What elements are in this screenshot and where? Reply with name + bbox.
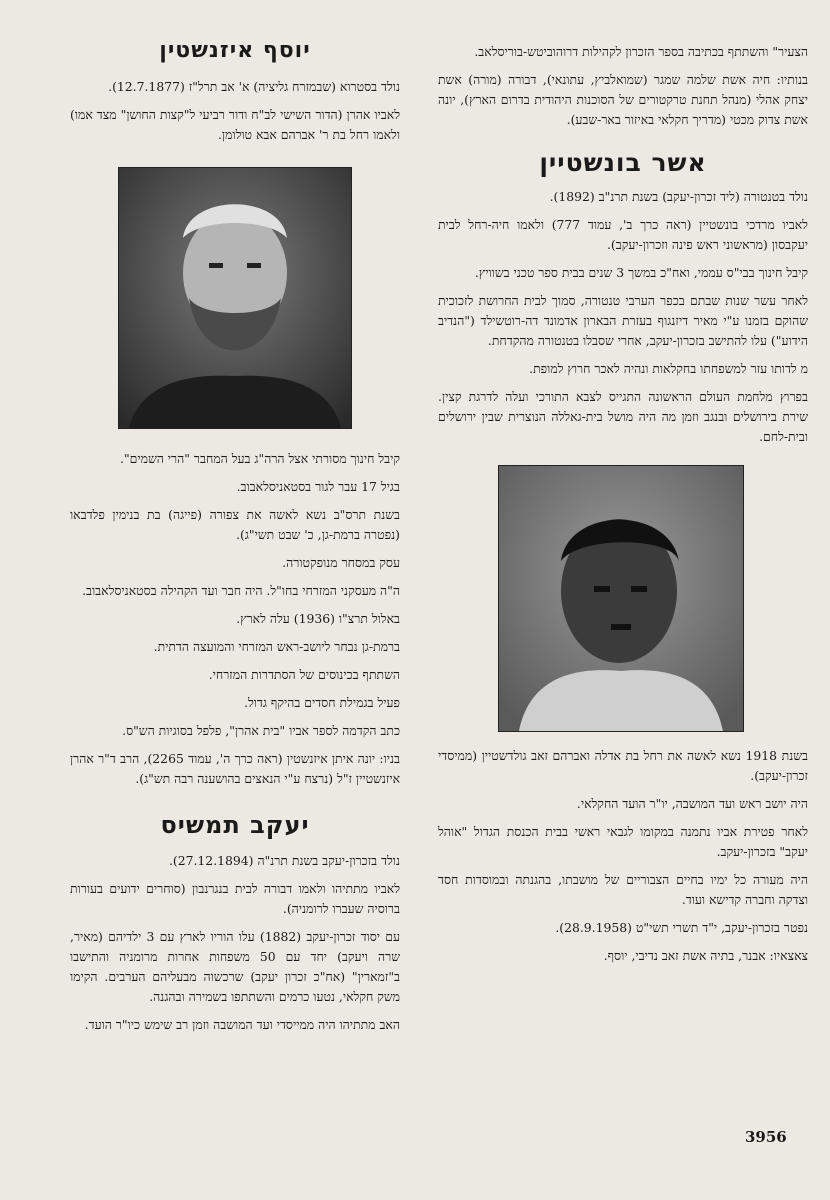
bio-paragraph: לאביו מרדכי בונשטיין (ראה כרך ב', עמוד 777) ולאמו חיה-רחל לבית יעקבסון (מראשוני ראש פינה וזכרון-יעקב). xyxy=(438,217,808,252)
bio-paragraph: צאצאיו: אבנר, בתיה אשת זאב נדיבי, יוסף. xyxy=(603,948,808,963)
bearded-man-portrait-icon xyxy=(119,168,351,428)
bio-paragraph: היה יושב ראש ועד המושבה, יו"ר הועד החקלאי. xyxy=(576,796,808,811)
bio-paragraph: קיבל חינוך בבי"ס עממי, ואח"כ במשך 3 שנים בבית ספר טכני בשוויץ. xyxy=(474,265,808,280)
bio-paragraph: נולד בזכרון-יעקב בשנת תרנ"ה (27.12.1894). xyxy=(168,853,400,868)
bio-paragraph: לאביו מתתיהו ולאמו דבורה לבית בנגרנבון (סוחרים ידועים בעורות ברוסיה שעברו לרומניה). xyxy=(70,881,400,916)
man-portrait-icon xyxy=(499,466,743,731)
bio-paragraph: עסק במסחר מנופקטורה. xyxy=(282,555,400,570)
intro-paragraph-2: בנותיו: חיה אשת שלמה שמגר (שמואלביץ, עתונאי), דבורה (מורה) אשת יצחק אהלי (מנהל תחנת טרקטורים של הסוכנות היהודית בדרום הארץ), יונה אשת צדוק מכטי (מדריך חקלאי באיזור באר-שבע). xyxy=(438,72,808,127)
bio-paragraph: היה מעורה כל ימיו בחיים הצבוריים של מושבתו, בהגנתה ובמוסדות חסד וצדקה וחברה קדישא ועוד. xyxy=(438,872,808,907)
bio-paragraph: בשנת 1918 נשא לאשה את רחל בת אדלה ואברהם זאב גולדשטיין (ממיסדי זכרון-יעקב). xyxy=(438,748,808,783)
bio-paragraph: נולד בטנטורה (ליד זכרון-יעקב) בשנת תרנ"ב (1892). xyxy=(549,189,808,204)
bio-paragraph: לאחר עשר שנות שבתם בכפר הערבי טנטורה, סמוך לבית החרושת לזכוכית שהוקם בזמנו ע"י מאיר דיזנגוף בעזרת הבארון אדמונד דה-רוטשילד ("הנדיב הידוע") עלו להתישב בזכרון-יעקב, אחרי שסבלו בטנטורה מהקדחת. xyxy=(438,293,808,348)
bio-paragraph: בניו: יונה איתן איזנשטין (ראה כרך ה', עמוד 2265), הרב ד"ר אהרן איזנשטיין ז"ל (נרצח ע"י הנאצים בהושענה רבה תש"ג). xyxy=(70,751,400,786)
bio-paragraph: מ לדותו עזר למשפחתו בחקלאות ונהיה לאכר חרוץ למופת. xyxy=(529,361,808,376)
bio-paragraph: השתתף בכינוסים של הסתדרות המזרחי. xyxy=(208,667,400,682)
heading-bunshtein: אשר בונשטיין xyxy=(539,148,707,177)
intro-paragraph-1: הצעיר" והשתתף בכתיבה בספר הזכרון לקהילות דרוהוביטש-בוריסלאב. xyxy=(474,44,808,59)
portrait-photo-bunshtein xyxy=(498,465,744,732)
bio-paragraph: באלול תרצ"ו (1936) עלה לארץ. xyxy=(236,611,400,626)
bio-paragraph: לאחר פטירת אביו נתמנה במקומו לגבאי ראשי בבית הכנסת הגדול "אוהל יעקב" בזכרון-יעקב. xyxy=(438,824,808,859)
left-column xyxy=(70,28,400,1043)
bunshtein-bio-top xyxy=(438,187,808,447)
bio-paragraph: בפרוץ מלחמת העולם הראשונה התגייס לצבא התורכי ועלה לדרגת קצין. שירת בירושלים ובנגב וזמן מה היה מושל בית-גאללה הנוצרית שבין ירושלים ובית-לחם. xyxy=(438,389,808,444)
bio-paragraph: ברמת-גן נבחר ליושב-ראש המזרחי והמועצה הדתית. xyxy=(153,639,400,654)
bio-paragraph: ה"ה מעסקני המזרחי בחו"ל. היה חבר ועד הקהילה בסטאניסלאבוב. xyxy=(82,583,400,598)
right-column xyxy=(438,28,808,974)
portrait-photo-einshtein xyxy=(118,167,352,429)
bio-paragraph: כתב הקדמה לספר אביו "בית אהרן", פלפל בסוגיות הש"ס. xyxy=(122,723,400,738)
bio-paragraph: עם יסוד זכרון-יעקב (1882) עלו הוריו לארץ עם 3 ילדיהם (מאיר, שרה ויעקב) יחד עם 50 משפחות אחרות מרומניה והתישבו ב"זמארין" (אח"כ זכרון יעקב) שרכשוה מבעליהם הערבים. הקימו משק חקלאי, נטעו כרמים והשתתפו בשמירה ובהגנה. xyxy=(70,929,401,1004)
page-number: 3956 xyxy=(745,1128,787,1146)
bio-paragraph: האב מתתיהו היה ממייסדי ועד המושבה וזמן רב שימש כיו"ר הועד. xyxy=(84,1017,400,1032)
bunshtein-bio-bottom xyxy=(438,746,808,966)
bio-paragraph: קיבל חינוך מסורתי אצל הרה"ג בעל המחבר "הרי השמים". xyxy=(120,451,400,466)
bio-paragraph: נולד בסטרוא (שבמזרח גליציה) א' אב תרל"ז (12.7.1877). xyxy=(108,79,400,94)
bio-paragraph: בגיל 17 עבר לגור בסטאניסלאבוב. xyxy=(236,479,400,494)
bio-paragraph: לאביו אהרן (הדור השישי לב"ח ודור רביעי ל"קצות החושן" מצד אמו) ולאמו רחל בת ר' אברהם אבא טולומן. xyxy=(70,107,400,142)
heading-einshtein: יוסף איזנשטין xyxy=(159,38,311,63)
bio-paragraph: בשנת תרס"ב נשא לאשה את צפורה (פייגה) בת בנימין פלדבאו (נפטרה ברמת-גן, כ' שבט תשי"ג). xyxy=(70,507,400,542)
heading-tamshes: יעקב תמשיס xyxy=(160,811,310,839)
bio-paragraph: נפטר בזכרון-יעקב, י"ד תשרי תשי"ט (28.9.1958). xyxy=(555,920,808,935)
bio-paragraph: פעיל בגמילת חסדים בהיקף גדול. xyxy=(244,695,400,710)
